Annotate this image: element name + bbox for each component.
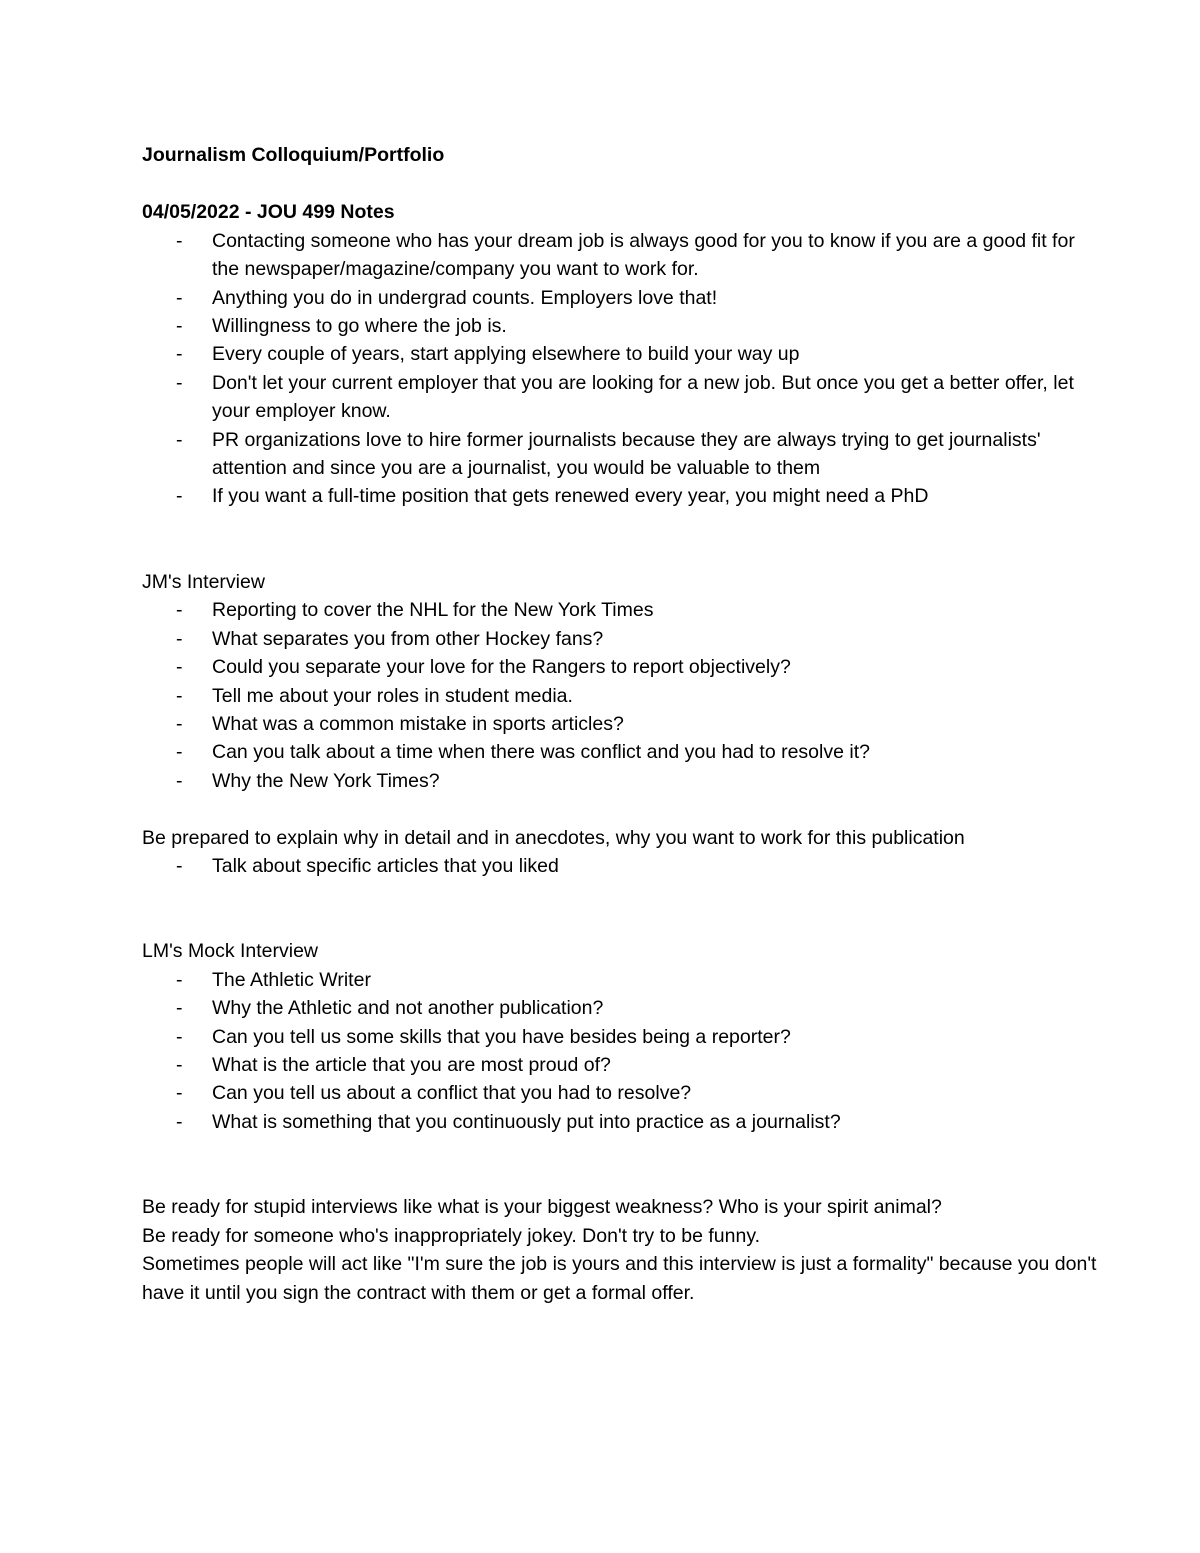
bullet-dash: -	[176, 684, 183, 707]
list-item-text: PR organizations love to hire former journalists because they are always trying to get journalists' attention and since you are a journalist, you would be valuable to them	[212, 428, 1041, 480]
list-item-text: If you want a full-time position that gets renewed every year, you might need a PhD	[212, 485, 929, 508]
list-item	[142, 596, 1100, 624]
bullet-dash: -	[176, 428, 183, 451]
list-item	[142, 994, 1100, 1022]
list-item-text: Could you separate your love for the Rangers to report objectively?	[212, 656, 791, 679]
bullet-dash: -	[176, 229, 183, 252]
list-item-text: Don't let your current employer that you are looking for a new job. But once you get a better offer, let your employer know.	[212, 371, 1074, 423]
bullet-dash: -	[176, 315, 183, 338]
list-item	[142, 738, 1100, 766]
lm-interview-section	[142, 937, 1100, 1136]
list-item	[142, 682, 1100, 710]
closing-line: Be ready for someone who's inappropriately jokey. Don't try to be funny.	[142, 1224, 761, 1247]
bullet-dash: -	[176, 1025, 183, 1048]
bullet-dash: -	[176, 1082, 183, 1105]
list-item	[142, 312, 1100, 340]
list-item	[142, 625, 1100, 653]
list-item	[142, 1108, 1100, 1136]
bullet-dash: -	[176, 485, 183, 508]
list-item	[142, 1051, 1100, 1079]
list-item	[142, 653, 1100, 681]
prepare-list	[142, 852, 1100, 880]
list-item	[142, 1023, 1100, 1051]
list-item-text: Reporting to cover the NHL for the New York Times	[212, 599, 654, 622]
bullet-dash: -	[176, 769, 183, 792]
document-title: Journalism Colloquium/Portfolio	[142, 144, 445, 166]
bullet-dash: -	[176, 656, 183, 679]
bullet-dash: -	[176, 1054, 183, 1077]
list-item-text: Every couple of years, start applying elsewhere to build your way up	[212, 343, 800, 366]
closing-line: Be ready for stupid interviews like what is your biggest weakness? Who is your spirit animal?	[142, 1196, 942, 1219]
list-item-text: What separates you from other Hockey fans?	[212, 627, 604, 650]
list-item-text: What is something that you continuously put into practice as a journalist?	[212, 1110, 841, 1133]
list-item	[142, 284, 1100, 312]
bullet-dash: -	[176, 741, 183, 764]
list-item-text: Willingness to go where the job is.	[212, 315, 507, 338]
list-item-text: Can you talk about a time when there was conflict and you had to resolve it?	[212, 741, 870, 764]
list-item-text: Anything you do in undergrad counts. Employers love that!	[212, 286, 718, 309]
bullet-dash: -	[176, 371, 183, 394]
list-item-text: Can you tell us some skills that you have besides being a reporter?	[212, 1025, 791, 1048]
closing-line: Sometimes people will act like "I'm sure the job is yours and this interview is just a formality" because you don't have it until you sign the contract with them or get a formal offer.	[142, 1253, 1097, 1304]
list-item	[142, 482, 1100, 510]
list-item	[142, 227, 1100, 284]
list-item	[142, 369, 1100, 426]
bullet-dash: -	[176, 627, 183, 650]
list-item-text: What is the article that you are most proud of?	[212, 1054, 611, 1077]
bullet-dash: -	[176, 1110, 183, 1133]
lm-interview-heading: LM's Mock Interview	[142, 940, 319, 963]
list-item-text: Tell me about your roles in student media.	[212, 684, 573, 707]
list-item-text: Talk about specific articles that you liked	[212, 855, 559, 878]
document-subtitle: 04/05/2022 - JOU 499 Notes	[142, 201, 395, 224]
lm-interview-list	[142, 966, 1100, 1136]
jm-interview-heading: JM's Interview	[142, 570, 265, 593]
bullet-dash: -	[176, 599, 183, 622]
list-item-text: What was a common mistake in sports articles?	[212, 712, 624, 735]
list-item	[142, 710, 1100, 738]
prepare-section	[142, 824, 1100, 881]
list-item	[142, 1079, 1100, 1107]
list-item-text: Why the Athletic and not another publication?	[212, 997, 604, 1020]
closing-section	[142, 1193, 1100, 1307]
bullet-dash: -	[176, 968, 183, 991]
list-item	[142, 340, 1100, 368]
list-item	[142, 426, 1100, 483]
intro-bullet-list	[142, 227, 1100, 511]
bullet-dash: -	[176, 343, 183, 366]
list-item-text: Can you tell us about a conflict that you had to resolve?	[212, 1082, 692, 1105]
bullet-dash: -	[176, 997, 183, 1020]
jm-interview-section	[142, 568, 1100, 795]
bullet-dash: -	[176, 855, 183, 878]
list-item	[142, 852, 1100, 880]
jm-interview-list	[142, 596, 1100, 795]
list-item-text: Contacting someone who has your dream job is always good for you to know if you are a good fit for the newspaper/magazine/company you want to work for.	[212, 229, 1075, 281]
prepare-text: Be prepared to explain why in detail and in anecdotes, why you want to work for this publication	[142, 826, 965, 849]
list-item	[142, 767, 1100, 795]
list-item-text: The Athletic Writer	[212, 968, 371, 991]
bullet-dash: -	[176, 286, 183, 309]
list-item-text: Why the New York Times?	[212, 769, 440, 792]
bullet-dash: -	[176, 712, 183, 735]
list-item	[142, 966, 1100, 994]
